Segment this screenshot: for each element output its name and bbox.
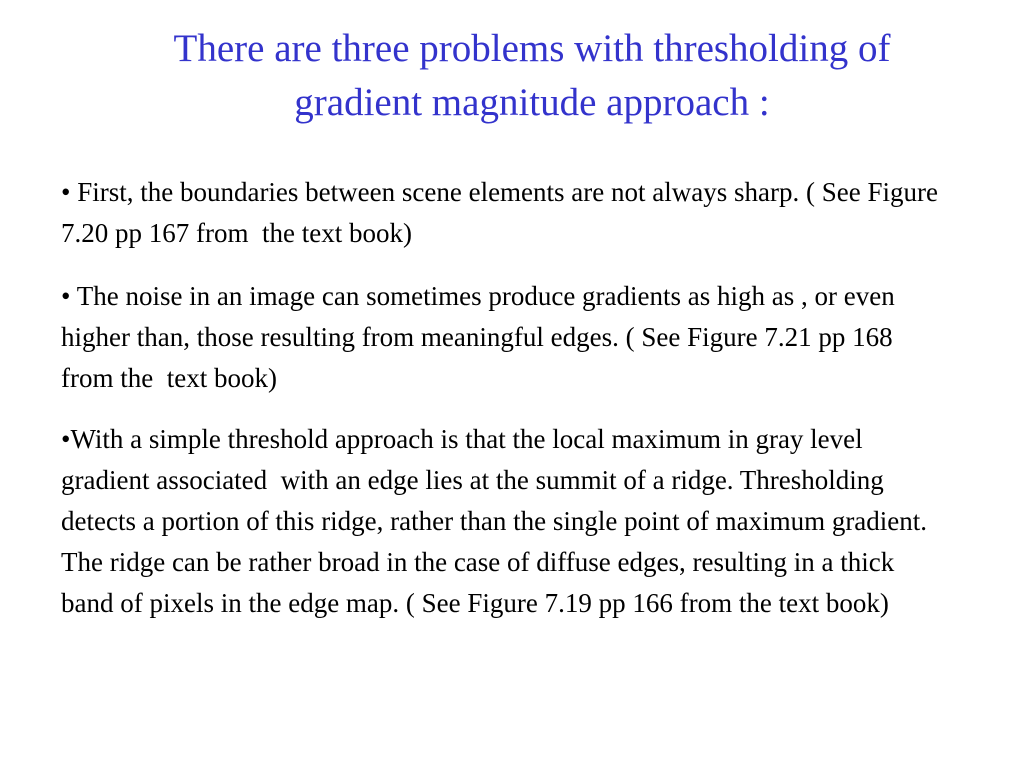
slide-title <box>60 22 1004 130</box>
bullet-noise: • The noise in an image can sometimes produce gradients as high as , or even higher than, those resulting from meaningful edges. ( See Figure 7.21 pp 168 from the text book) <box>61 281 902 393</box>
bullet-threshold-ridge: •With a simple threshold approach is that the local maximum in gray level gradient associated with an edge lies at the summit of a ridge. Thresholding detects a portion of this ridge, rather than the single point of maximum gradient. The ridge can be rather broad in the case of diffuse edges, resulting in a thick band of pixels in the edge map. ( See Figure 7.19 pp 166 from the text book) <box>61 424 934 618</box>
slide-title-line-1: There are three problems with thresholding of <box>173 27 891 70</box>
bullet-boundaries: • First, the boundaries between scene elements are not always sharp. ( See Figure 7.20 pp 167 from the text book) <box>61 177 945 248</box>
slide-title-line-2: gradient magnitude approach : <box>294 81 770 124</box>
slide-body <box>61 172 945 624</box>
